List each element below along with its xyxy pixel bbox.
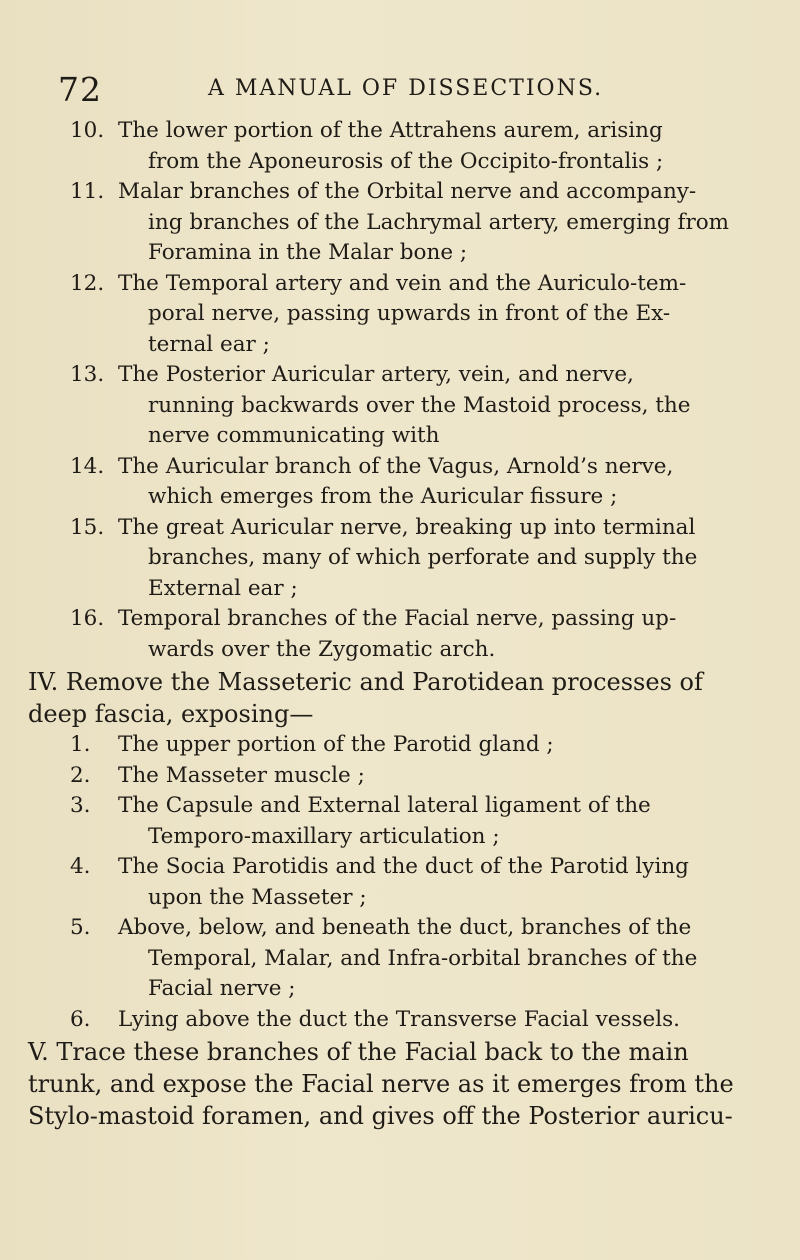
list-item-line: The Auricular branch of the Vagus, Arnold’s nerve, — [118, 453, 674, 479]
list-item-line: Temporal, Malar, and Infra-orbital branches of the — [148, 945, 698, 971]
list-item-number: 16. — [70, 606, 105, 631]
list-item-number: 6. — [70, 1006, 91, 1032]
list-item-line: ternal ear ; — [148, 331, 270, 357]
section-paragraph-line: Stylo-mastoid foramen, and gives off the Posterior auricu- — [28, 1102, 733, 1130]
section-paragraph-line: V. Trace these branches of the Facial back to the main — [28, 1038, 689, 1066]
list-item-number: 14. — [70, 453, 105, 479]
list-item-number: 12. — [70, 270, 105, 296]
section-paragraph-line: IV. Remove the Masseteric and Parotidean processes of — [28, 668, 703, 696]
list-item-line: The Temporal artery and vein and the Auriculo-tem- — [118, 270, 687, 296]
list-item-line: The Socia Parotidis and the duct of the Parotid lying — [118, 854, 689, 879]
list-item-line: External ear ; — [148, 575, 298, 601]
list-item-line: running backwards over the Mastoid process, the — [148, 392, 691, 418]
list-item-line: Temporo-maxillary articulation ; — [148, 823, 500, 849]
section-paragraph-line: deep fascia, exposing— — [28, 700, 314, 728]
list-item-line: The upper portion of the Parotid gland ; — [118, 732, 554, 757]
list-item-line: Malar branches of the Orbital nerve and accompany- — [118, 179, 697, 204]
list-item-line: nerve communicating with — [148, 423, 440, 448]
list-item-number: 10. — [70, 118, 105, 143]
list-item-line: ing branches of the Lachrymal artery, emerging from — [148, 209, 730, 235]
list-item-line: upon the Masseter ; — [148, 884, 367, 910]
page-number: 72 — [58, 70, 102, 109]
list-item-number: 4. — [70, 854, 91, 879]
list-item-number: 13. — [70, 362, 105, 387]
list-item-number: 5. — [70, 915, 91, 940]
list-item-line: The Masseter muscle ; — [118, 762, 365, 788]
list-item-line: wards over the Zygomatic arch. — [148, 636, 496, 662]
list-item-number: 2. — [70, 762, 91, 788]
list-item-line: poral nerve, passing upwards in front of the Ex- — [148, 301, 671, 326]
list-item-line: The lower portion of the Attrahens aurem, arising — [118, 118, 663, 143]
list-item-line: branches, many of which perforate and supply the — [148, 545, 698, 570]
list-item-line: The Posterior Auricular artery, vein, and nerve, — [118, 362, 634, 387]
list-item-line: Temporal branches of the Facial nerve, passing up- — [118, 606, 677, 631]
list-item-number: 3. — [70, 793, 91, 818]
list-item-number: 1. — [70, 732, 91, 757]
page-header — [58, 70, 758, 110]
list-item-line: Lying above the duct the Transverse Facial vessels. — [118, 1006, 680, 1032]
list-item-line: The great Auricular nerve, breaking up into terminal — [118, 514, 696, 540]
list-item-line: which emerges from the Auricular fissure ; — [148, 484, 618, 509]
list-item-line: Facial nerve ; — [148, 976, 296, 1001]
list-item-line: Above, below, and beneath the duct, branches of the — [118, 915, 692, 940]
running-title: A MANUAL OF DISSECTIONS. — [208, 76, 604, 101]
list-item-line: The Capsule and External lateral ligament of the — [118, 793, 651, 818]
list-item-line: from the Aponeurosis of the Occipito-frontalis ; — [148, 148, 664, 174]
list-item-number: 11. — [70, 179, 105, 204]
list-item-number: 15. — [70, 514, 105, 540]
list-item-line: Foramina in the Malar bone ; — [148, 240, 468, 265]
section-paragraph-line: trunk, and expose the Facial nerve as it emerges from the — [28, 1070, 734, 1098]
